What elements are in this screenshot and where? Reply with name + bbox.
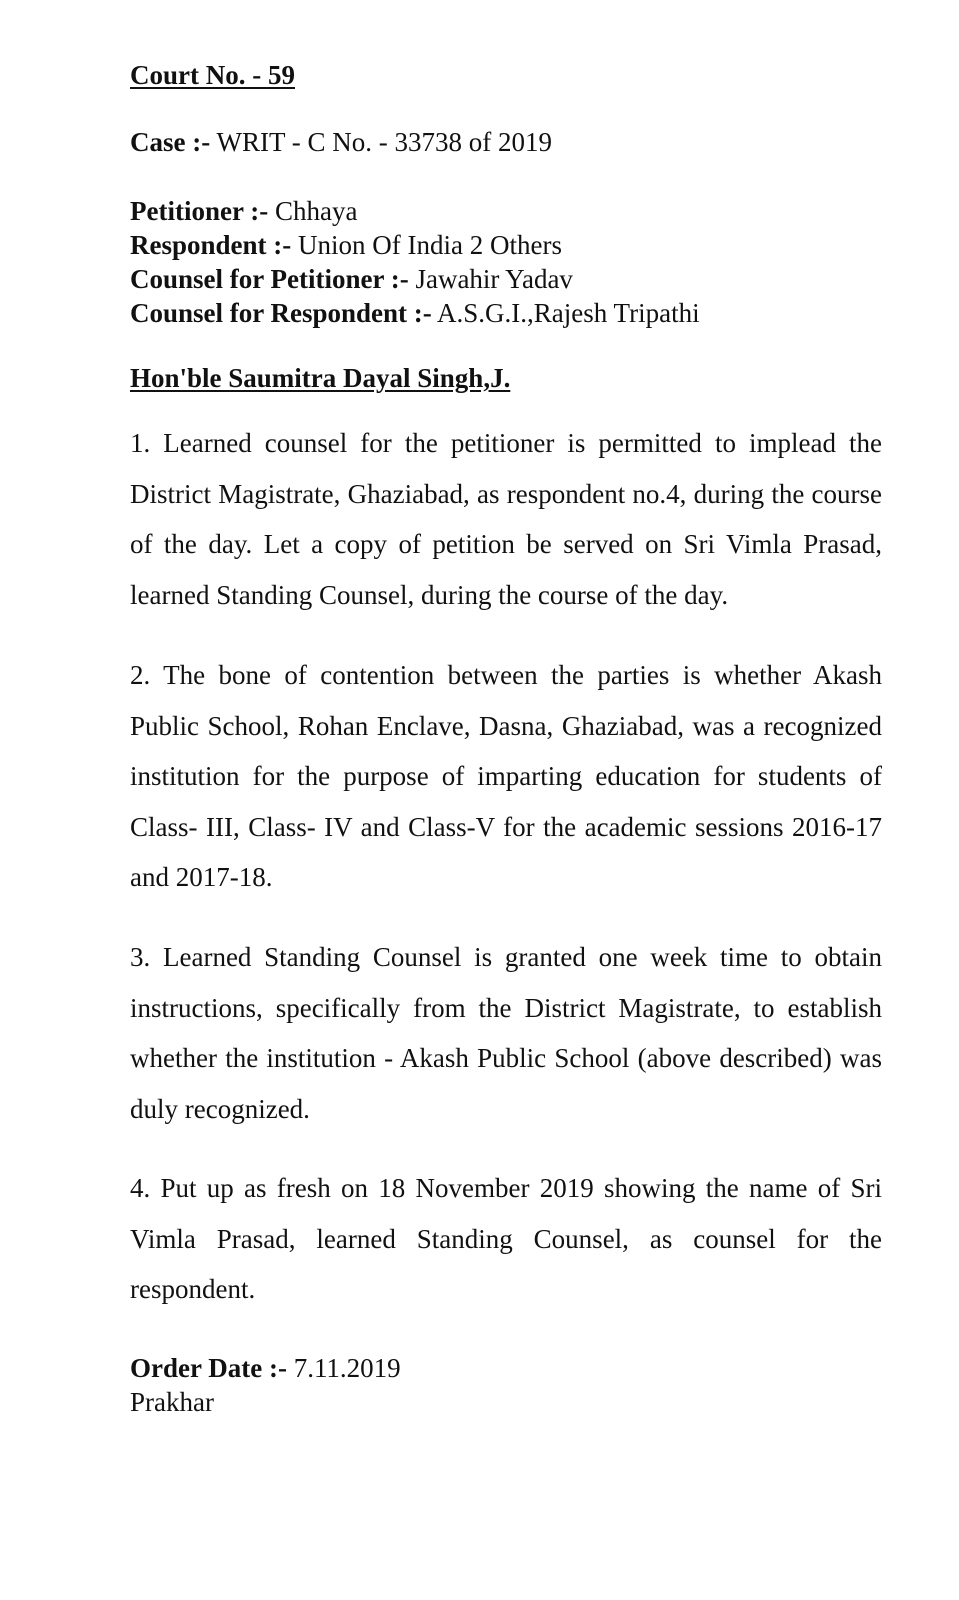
case-label: Case :-: [130, 127, 211, 157]
signatory: Prakhar: [130, 1387, 214, 1417]
order-date-row: [130, 1351, 401, 1385]
respondent-label: Respondent :-: [130, 230, 292, 260]
petitioner-label: Petitioner :-: [130, 196, 269, 226]
order-paragraph-1: 1. Learned counsel for the petitioner is permitted to implead the District Magistrate, Ghaziabad, as respondent no.4, during the course of the day. Let a copy of petition be served on Sri Vimla Prasad, learned Standing Counsel, during the course of the day.: [130, 428, 882, 610]
order-date-label: Order Date :-: [130, 1353, 287, 1383]
order-date: 7.11.2019: [293, 1353, 401, 1383]
judge-name: Hon'ble Saumitra Dayal Singh,J.: [130, 363, 511, 393]
counsel-petitioner-label: Counsel for Petitioner :-: [130, 264, 409, 294]
order-paragraph-4: 4. Put up as fresh on 18 November 2019 showing the name of Sri Vimla Prasad, learned Standing Counsel, as counsel for the respondent.: [130, 1173, 882, 1304]
counsel-respondent-label: Counsel for Respondent :-: [130, 298, 432, 328]
counsel-respondent-name: A.S.G.I.,Rajesh Tripathi: [437, 298, 700, 328]
court-number: Court No. - 59: [130, 60, 295, 90]
case-number: WRIT - C No. - 33738 of 2019: [216, 127, 552, 157]
order-footer: [130, 1351, 401, 1419]
counsel-petitioner-row: [130, 262, 700, 296]
case-line: [130, 127, 552, 158]
counsel-respondent-row: [130, 296, 700, 330]
order-paragraph-2: 2. The bone of contention between the parties is whether Akash Public School, Rohan Enclave, Dasna, Ghaziabad, was a recognized institution for the purpose of imparting education for students of Class- III, Class- IV and Class-V for the academic sessions 2016-17 and 2017-18.: [130, 660, 882, 892]
parties-block: [130, 194, 700, 330]
petitioner-name: Chhaya: [274, 196, 358, 226]
order-paragraph-3: 3. Learned Standing Counsel is granted one week time to obtain instructions, specifically from the District Magistrate, to establish whether the institution - Akash Public School (above described) was duly recognized.: [130, 942, 882, 1124]
respondent-name: Union Of India 2 Others: [298, 230, 562, 260]
petitioner-row: [130, 194, 700, 228]
respondent-row: [130, 228, 700, 262]
counsel-petitioner-name: Jawahir Yadav: [415, 264, 573, 294]
